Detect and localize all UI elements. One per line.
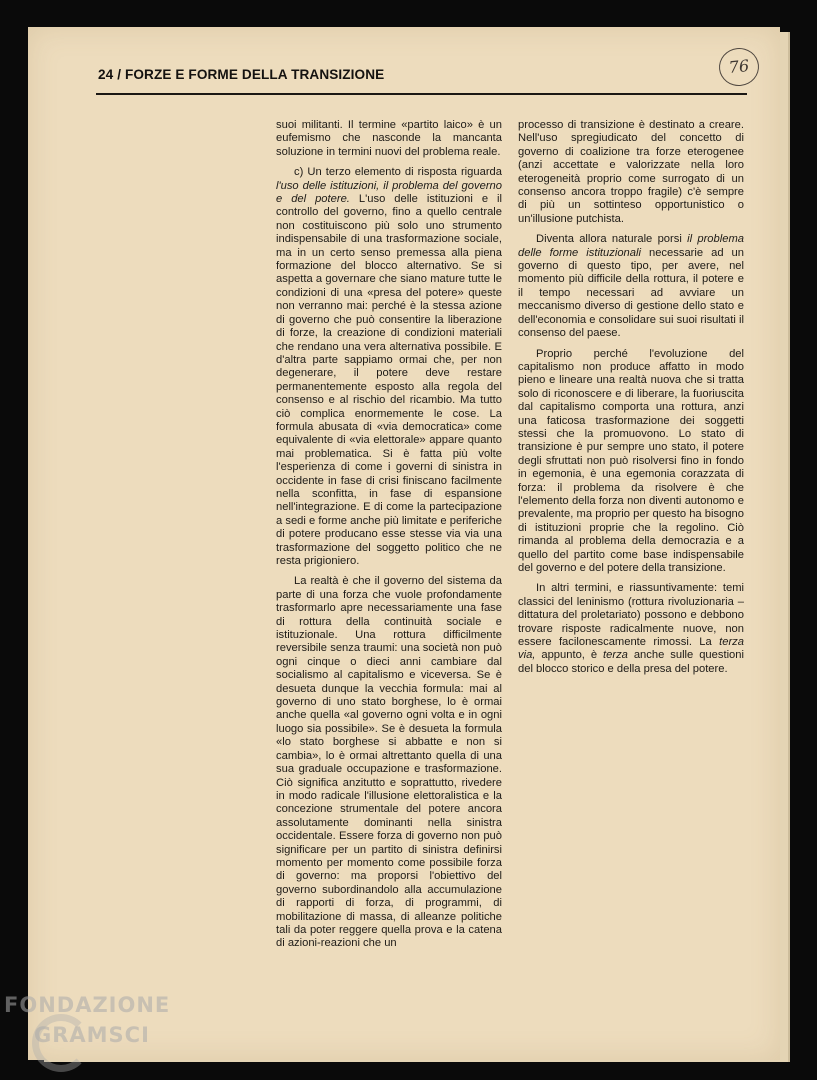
right-paragraph-3: Proprio perché l'evoluzione del capitalismo non produce affatto in modo pieno e lineare una realtà nuova che si tratta solo di riconoscere e di liberare, la fuoriuscita dal capitalismo comporta una rottura, anzi una faticosa trasformazione dei soggetti stessi che la promuovono. Lo stato di transizione è pur sempre uno stato, il potere degli sfruttati non può risolversi fino in fondo in egemonia, è una egemonia corazzata di forza: il problema da risolvere è che l'elemento della forza non diventi autonomo e prevalente, ma proprio per questo ha bisogno di istituzioni proprie che la regolino. Ciò rimanda al problema della democrazia e a quello del partito come base indispensabile del governo e del potere della transizione. (518, 347, 744, 574)
fondazione-gramsci-watermark (4, 990, 204, 1070)
right-paragraph-2: Diventa allora naturale porsi il problema delle forme istituzionali necessarie ad un governo di questo tipo, per avere, nel momento più difficile della rottura, il potere e il tempo necessari ad avviare un meccanismo diverso di gestione dello stato e dell'economia e consolidare sui suoi risultati il consenso del paese. (518, 233, 744, 340)
watermark-line-1: FONDAZIONE (4, 993, 171, 1017)
watermark-line-2: GRAMSCI (34, 1023, 150, 1047)
page-header (98, 67, 748, 93)
header-title: 24 / FORZE E FORME DELLA TRANSIZIONE (98, 67, 385, 82)
handwritten-page-number: 76 (717, 46, 761, 88)
left-paragraph-1: suoi militanti. Il termine «partito laico» è un eufemismo che nasconde la mancanta soluzione in termini nuovi del problema reale. (276, 119, 502, 158)
right-paragraph-1: processo di transizione è destinato a creare. Nell'uso spregiudicato del concetto di governo di coalizione tra forze eterogenee (anzi accettate e valorizzate nella loro eterogeneità proprio come surrogato di un consenso ancora troppo fragile) c'è sempre di più un sottinteso opportunistico o un'illusione putchista. (518, 119, 744, 225)
header-rule (96, 93, 747, 95)
left-paragraph-3: La realtà è che il governo del sistema da parte di una forza che vuole profondamente trasformarlo apre necessariamente una fase di rottura della continuità sociale e istituzionale. Una rottura difficilmente reversibile senza traumi: una società non può ogni cinque o dieci anni cambiare dal socialismo al capitalismo e viceversa. Se è desueta dunque la vecchia formula: mai al governo di uno stato borghese, lo è ormai anche quella «al governo ogni volta e in ogni luogo sia possibile». Se è desueta la formula «lo stato borghese si abbatte e non si cambia», lo è ormai altrettanto quella di una sua graduale occupazione e trasformazione. Ciò significa anzitutto e soprattutto, rivedere in modo radicale l'illusione elettoralistica e la concezione strumentale del potere ancora assolutamente dominanti nella sinistra occidentale. Essere forza di governo non può significare per un partito di sinistra definirsi momento per momento come possibile forza di governo: ma proporsi l'obiettivo del governo subordinandolo alla accumulazione di rapporti di forza, di programmi, di mobilitazione di massa, di alleanze politiche tali da poter reggere quella prova e la catena di azioni-reazioni che un (276, 575, 502, 950)
watermark-logo-icon (32, 1014, 90, 1072)
document-page (28, 27, 780, 1060)
left-column (276, 119, 502, 951)
left-paragraph-2: c) Un terzo elemento di risposta riguarda l'uso delle istituzioni, il problema del governo e del potere. L'uso delle istituzioni e il controllo del governo, fino a quello centrale non costituiscono più solo uno strumento indispensabile di una trasformazione sociale, ma in un certo senso premessa alla piena formazione del blocco alternativo. Se si aspetta a governare che siano mature tutte le condizioni di una «presa del potere» queste non verranno mai: perché è la stessa azione di governo che può consentire la liberazione di forze, la creazione di condizioni materiali che rendano una vera alternativa possibile. E d'altra parte sappiamo ormai che, per non degenerare, il potere deve restare permanentemente esposto alla regola del consenso e al rischio del ricambio. Ma tutto ciò complica enormemente le cose. La formula abusata di «via democratica» come equivalente di «via elettorale» appare quanto mai problematica. Si è fatta più volte l'esperienza di come i governi di sinistra in occidente in fase di crisi finiscano facilmente nella sconfitta, in fase di espansione nell'integrazione. E di come la partecipazione a sedi e forme anche più limitate e periferiche di potere producano esse stesse via via una trasformazione del soggetto politico che ne resta prigioniero. (276, 166, 502, 567)
right-paragraph-4: In altri termini, e riassuntivamente: temi classici del leninismo (rottura rivoluzionaria – dittatura del proletariato) possono e debbono trovare risposte radicalmente nuove, non essere facilonescamente rimossi. La terza via, appunto, è terza anche sulle questioni del blocco storico e della presa del potere. (518, 582, 744, 675)
right-column (518, 119, 744, 683)
